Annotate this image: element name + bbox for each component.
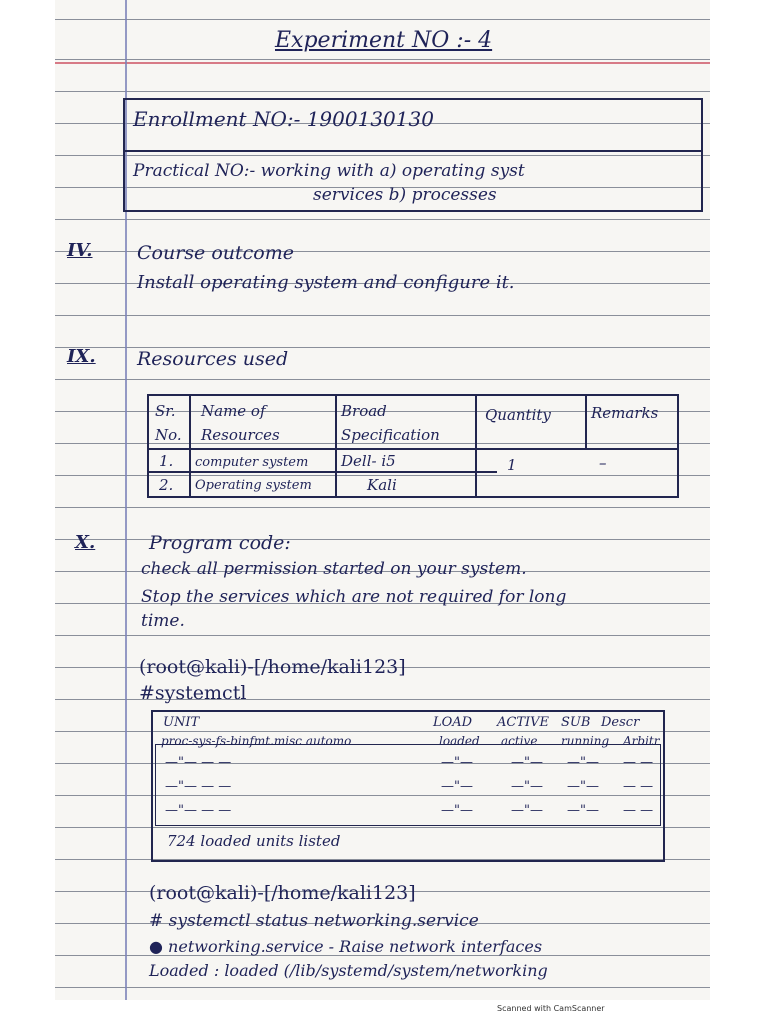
units-listed-footer: 724 loaded units listed: [167, 832, 341, 850]
col-load: LOAD: [433, 715, 473, 730]
page-title: Experiment NO :- 4: [275, 28, 493, 53]
section-iv-numeral: IV.: [67, 240, 93, 261]
unit-row-1-name: proc-sys-fs-binfmt.misc automo: [161, 734, 352, 748]
col-active: ACTIVE: [497, 715, 550, 730]
section-ix-numeral: IX.: [67, 346, 96, 367]
row2-sr: 2.: [159, 476, 174, 494]
table-col-divider: [585, 394, 587, 450]
ditto-row: —"—: [567, 803, 599, 818]
row1-spec: Dell- i5: [341, 452, 396, 470]
ditto-row: — —: [623, 803, 654, 818]
ditto-row: —"—: [441, 803, 473, 818]
th-quantity: Quantity: [485, 406, 551, 424]
ditto-row: —"—: [567, 779, 599, 794]
program-code-heading: Program code:: [149, 532, 291, 554]
ditto-row: —"—: [567, 755, 599, 770]
th-resources: Resources: [201, 426, 280, 444]
col-unit: UNIT: [163, 715, 200, 730]
enrollment-number: Enrollment NO:- 1900130130: [133, 107, 434, 131]
course-outcome-text: Install operating system and configure it.: [137, 272, 515, 293]
terminal2-prompt: (root@kali)-[/home/kali123]: [149, 882, 416, 904]
program-text-line-3: time.: [141, 611, 185, 631]
program-text-line-2: Stop the services which are not required for long: [141, 587, 567, 607]
ditto-row: —"— — —: [165, 779, 232, 794]
section-x-numeral: X.: [75, 532, 96, 553]
top-margin-line: [55, 62, 710, 64]
row2-spec: Kali: [367, 476, 397, 494]
row2-name: Operating system: [195, 478, 312, 493]
ditto-row: —"—: [511, 755, 543, 770]
resources-heading: Resources used: [137, 348, 289, 370]
col-sub: SUB: [561, 715, 591, 730]
unit-row-1-load: loaded: [439, 734, 480, 748]
th-remarks: Remarks: [591, 404, 659, 422]
ditto-row: —"—: [441, 779, 473, 794]
ditto-row: — —: [623, 779, 654, 794]
th-specification: Specification: [341, 426, 440, 444]
info-box-divider: [123, 150, 701, 152]
table-col-divider: [335, 394, 337, 496]
practical-line-2: services b) processes: [313, 185, 497, 205]
unit-row-1-sub: running: [561, 734, 610, 748]
table-col-divider: [189, 394, 191, 496]
ditto-row: —"— — —: [165, 755, 232, 770]
col-descr: Descr: [601, 715, 640, 730]
ditto-row: —"—: [511, 779, 543, 794]
table-header-divider: [147, 448, 677, 450]
ditto-row: —"— — —: [165, 803, 232, 818]
notebook-page: [55, 0, 710, 1000]
unit-row-1-active: active: [501, 734, 538, 748]
unit-row-1-descr: Arbitr: [623, 734, 660, 748]
row1-sr: 1.: [159, 452, 174, 470]
terminal2-service-line: ● networking.service - Raise network interfaces: [149, 937, 543, 956]
terminal2-command: # systemctl status networking.service: [149, 911, 479, 931]
program-text-line-1: check all permission started on your system.: [141, 559, 527, 579]
ditto-row: —"—: [511, 803, 543, 818]
terminal2-loaded-line: Loaded : loaded (/lib/systemd/system/networking: [149, 961, 548, 980]
practical-line-1: Practical NO:- working with a) operating syst: [133, 161, 525, 181]
course-outcome-heading: Course outcome: [137, 242, 294, 264]
row1-remarks: –: [599, 454, 607, 472]
th-sr: Sr.: [155, 402, 176, 420]
th-no: No.: [155, 426, 182, 444]
terminal1-prompt: (root@kali)-[/home/kali123]: [139, 656, 406, 678]
scanner-watermark: Scanned with CamScanner: [497, 1004, 605, 1013]
th-broad: Broad: [341, 402, 387, 420]
th-name-of: Name of: [201, 402, 266, 420]
row1-qty: 1: [507, 456, 517, 474]
table-col-divider: [475, 394, 477, 496]
ditto-row: —"—: [441, 755, 473, 770]
terminal1-command: #systemctl: [139, 682, 247, 704]
row1-name: computer system: [195, 455, 309, 470]
ditto-row: — —: [623, 755, 654, 770]
